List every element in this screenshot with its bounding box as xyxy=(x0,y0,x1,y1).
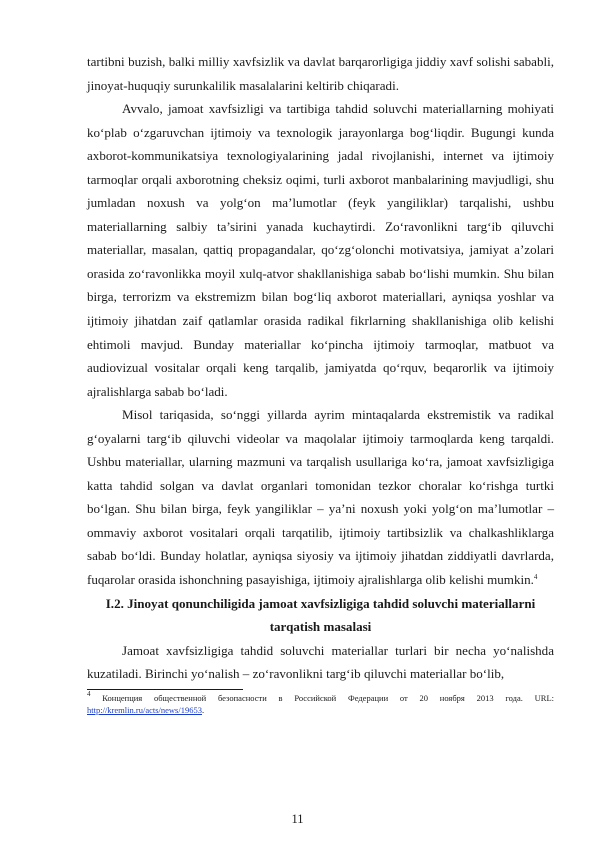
paragraph-examples-text: Misol tariqasida, so‘nggi yillarda ayrim mintaqalarda ekstremistik va radikal g‘oyalarni targ‘ib qiluvchi videolar va maqolalar ijtimoiy tarmoqlarda keng tarqaldi. Ushbu materiallar, ularning mazmuni va tarqalish usullariga ko‘ra, jamoat xavfsizligiga katta tahdid solgan va davlat organlari tomonidan tezkor choralar ko‘rishga turtki bo‘lgan. Shu bilan birga, feyk yangiliklar – ya’ni noxush yoki yolg‘on ma’lumotlar – ommaviy axborot vositalari orqali tarqatilib, ijtimoiy tartibsizlik va chalkashliklarga sabab bo‘ldi. Bunday holatlar, ayniqsa siyosiy va ijtimoiy jihatdan ziddiyatli davrlarda, fuqarolar orasida ishonchning pasayishiga, ijtimoiy ajralishlarga olib kelishi mumkin. xyxy=(87,407,554,588)
footnote-tail: . xyxy=(201,704,205,715)
footnote-divider xyxy=(87,689,243,690)
paragraph-continuation: tartibni buzish, balki milliy xavfsizlik va davlat barqarorligiga jiddiy xavf solishi sababli, jinoyat-huquqiy surunkalilik masalalarini keltirib chiqaradi. xyxy=(87,54,554,93)
footnote-mark: 4 xyxy=(87,689,91,698)
footnote-text: Концепция общественной безопасности в Российской Федерации от 20 ноября 2013 года. URL: xyxy=(102,692,555,703)
page-number: 11 xyxy=(291,812,304,826)
footnote-link[interactable]: http://kremlin.ru/acts/news/19653 xyxy=(87,704,202,715)
footnote-reference[interactable]: 4 xyxy=(533,573,538,582)
paragraph-materials-nature: Avvalo, jamoat xavfsizligi va tartibiga tahdid soluvchi materiallarning mohiyati ko‘plab o‘zgaruvchan ijtimoiy va texnologik jarayonlarga bog‘liqdir. Bugungi kunda axborot-kommunikatsiya texnologiyalarining jadal rivojlanishi, internet va ijtimoiy tarmoqlar orqali axborotning cheksiz oqimi, turli axborot manbalarining mavjudligi, shu jumladan noxush va yolg‘on ma’lumotlar (feyk yangiliklar) tarqalishi, ushbu materiallarning salbiy ta’sirini yanada kuchaytirdi. Zo‘ravonlikni targ‘ib qiluvchi materiallar, masalan, qattiq propagandalar, qo‘zg‘olonchi motivatsiya, jamiyat a’zolari orasida zo‘ravonlikka moyil xulq-atvor shakllanishiga sabab bo‘lishi mumkin. Shu bilan birga, terrorizm va ekstremizm bilan bog‘liq axborot materiallari, ayniqsa yoshlar va ijtimoiy jihatdan zaif qatlamlar orasida radikal fikrlarning shakllanishiga olib kelishi ehtimoli mavjud. Bunday materiallar ko‘pincha ijtimoiy tarmoqlar, matbuot va audiovizual vositalar orqali keng tarqalib, jamiyatda qo‘rquv, beqarorlik va ijtimoiy ajralishlarga sabab bo‘ladi. xyxy=(87,101,554,399)
paragraph-examples xyxy=(87,403,554,591)
paragraph-types: Jamoat xavfsizligiga tahdid soluvchi materiallar turlari bir necha yo‘nalishda kuzatiladi. Birinchi yo‘nalish – zo‘ravonlikni targ‘ib qiluvchi materiallar bo‘lib, xyxy=(87,642,554,682)
section-heading: I.2. Jinoyat qonunchiligida jamoat xavfsizligiga tahdid soluvchi materiallarni tarqatish masalasi xyxy=(105,595,536,635)
document-page xyxy=(87,50,554,716)
footnote xyxy=(87,689,555,716)
